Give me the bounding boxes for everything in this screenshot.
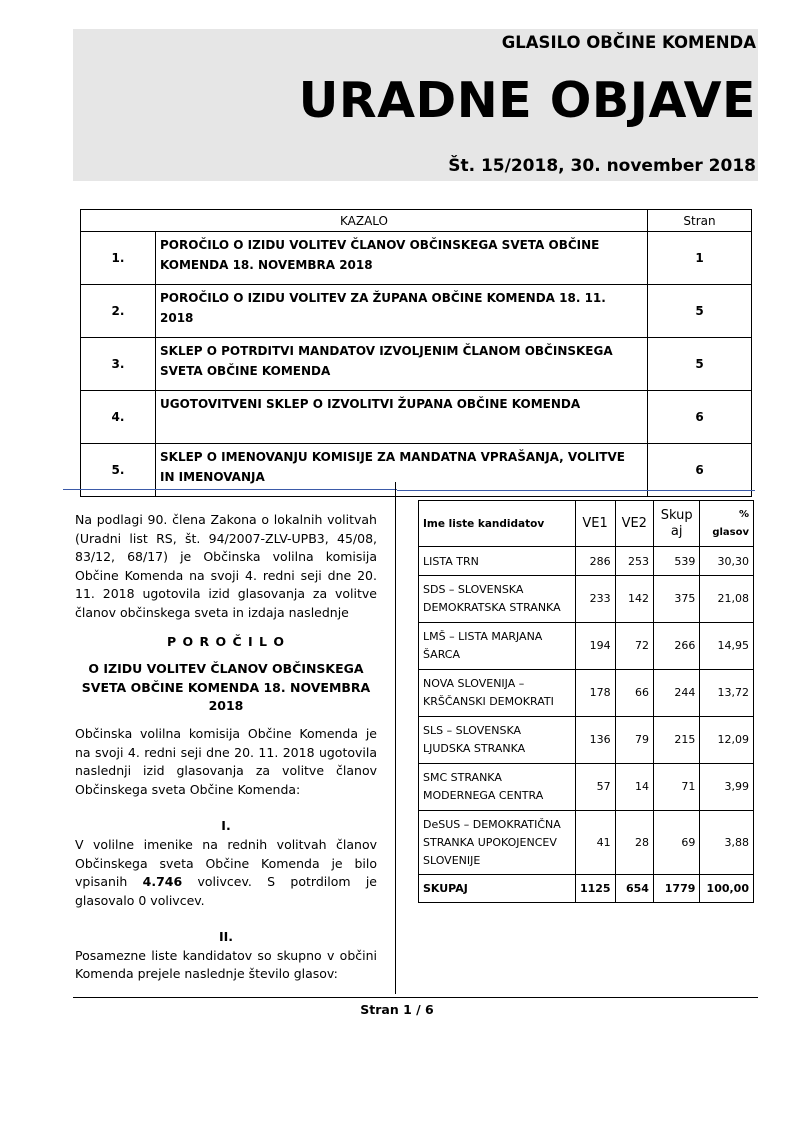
grand-total: 1779 (653, 875, 699, 903)
toc-row[interactable] (81, 232, 752, 285)
toc-title: UGOTOVITVENI SKLEP O IZVOLITVI ŽUPANA OBČINE KOMENDA (156, 391, 648, 444)
list-name: SLS – SLOVENSKA LJUDSKA STRANKA (419, 717, 576, 764)
total-value: 375 (653, 576, 699, 623)
percent-value: 30,30 (700, 547, 754, 576)
ve2-value: 72 (615, 623, 653, 670)
percent-total: 100,00 (700, 875, 754, 903)
toc-number: 4. (81, 391, 156, 444)
list-name: NOVA SLOVENIJA – KRŠČANSKI DEMOKRATI (419, 670, 576, 717)
percent-value: 3,99 (700, 764, 754, 811)
table-row (419, 576, 754, 623)
toc-number: 2. (81, 285, 156, 338)
ve1-value: 194 (575, 623, 615, 670)
ve1-value: 136 (575, 717, 615, 764)
toc-page: 6 (648, 444, 752, 497)
votes-paragraph: Posamezne liste kandidatov so skupno v občini Komenda prejele naslednje število glasov: (75, 947, 377, 982)
ve2-total: 654 (615, 875, 653, 903)
percent-value: 21,08 (700, 576, 754, 623)
total-value: 69 (653, 811, 699, 875)
report-text-column (75, 511, 377, 984)
list-name: SDS – SLOVENSKA DEMOKRATSKA STRANKA (419, 576, 576, 623)
electorate-paragraph (75, 836, 377, 910)
table-row (419, 547, 754, 576)
ve2-value: 142 (615, 576, 653, 623)
column-divider (395, 482, 396, 994)
ve1-total: 1125 (575, 875, 615, 903)
table-row (419, 717, 754, 764)
percent-label: glasov (712, 526, 749, 538)
total-value: 244 (653, 670, 699, 717)
issue-number-date: Št. 15/2018, 30. november 2018 (448, 156, 756, 176)
toc-title: POROČILO O IZIDU VOLITEV ZA ŽUPANA OBČINE KOMENDA 18. 11. 2018 (156, 285, 648, 338)
percent-value: 12,09 (700, 717, 754, 764)
toc-page: 1 (648, 232, 752, 285)
section-divider (63, 489, 397, 490)
voter-count: 4.746 (142, 874, 183, 890)
publication-title: URADNE OBJAVE (298, 72, 756, 129)
report-word: P O R O Č I L O (167, 633, 285, 649)
toc-row[interactable] (81, 338, 752, 391)
total-value: 71 (653, 764, 699, 811)
commission-paragraph: Občinska volilna komisija Občine Komenda je na svoji 4. redni seji dne 20. 11. 2018 ugotovila naslednji izid glasovanja za volitve članov Občinskega sveta Občine Komenda: (75, 725, 377, 797)
ve2-value: 79 (615, 717, 653, 764)
ve1-value: 178 (575, 670, 615, 717)
section-number: II. (218, 929, 234, 945)
ve2-value: 66 (615, 670, 653, 717)
toc-title: SKLEP O POTRDITVI MANDATOV IZVOLJENIM ČLANOM OBČINSKEGA SVETA OBČINE KOMENDA (156, 338, 648, 391)
ve2-value: 28 (615, 811, 653, 875)
toc-number: 5. (81, 444, 156, 497)
section-divider (397, 490, 755, 491)
table-of-contents (80, 209, 752, 497)
page-number: Stran 1 / 6 (360, 1002, 434, 1017)
total-value: 266 (653, 623, 699, 670)
total-label: SKUPAJ (419, 875, 576, 903)
results-header-row (419, 501, 754, 547)
ve1-value: 41 (575, 811, 615, 875)
toc-page: 6 (648, 391, 752, 444)
list-name: LISTA TRN (419, 547, 576, 576)
toc-row[interactable] (81, 391, 752, 444)
col-ve2: VE2 (615, 501, 653, 547)
percent-value: 14,95 (700, 623, 754, 670)
electorate-text-b: volivcev. S potrdilom je glasovalo 0 volivcev. (75, 874, 377, 908)
ve1-value: 286 (575, 547, 615, 576)
list-name: SMC STRANKA MODERNEGA CENTRA (419, 764, 576, 811)
table-row (419, 670, 754, 717)
report-title: O IZIDU VOLITEV ČLANOV OBČINSKEGA SVETA OBČINE KOMENDA 18. NOVEMBRA 2018 (81, 661, 371, 714)
section-number: I. (221, 818, 231, 834)
publication-org: GLASILO OBČINE KOMENDA (501, 33, 756, 52)
toc-page-heading: Stran (648, 210, 752, 232)
electorate-text-a: V volilne imenike na rednih volitvah članov Občinskega sveta Občine Komenda je bilo vpisanih (75, 836, 377, 890)
intro-paragraph: Na podlagi 90. člena Zakona o lokalnih volitvah (Uradni list RS, št. 94/2007-ZLV-UPB3, 45/08, 83/12, 68/17) je Občinska volilna komisija Občine Komenda na svoji 4. redni seji dne 20. 11. 2018 ugotovila izid glasovanja za volitve članov občinskega sveta in izdaja naslednje (75, 512, 377, 620)
toc-number: 1. (81, 232, 156, 285)
col-ve1: VE1 (575, 501, 615, 547)
masthead (73, 29, 758, 181)
toc-header-row (81, 210, 752, 232)
ve1-value: 57 (575, 764, 615, 811)
col-total: Skup aj (653, 501, 699, 547)
percent-value: 13,72 (700, 670, 754, 717)
toc-title: SKLEP O IMENOVANJU KOMISIJE ZA MANDATNA VPRAŠANJA, VOLITVE IN IMENOVANJA (156, 444, 648, 497)
table-row (419, 623, 754, 670)
ve1-value: 233 (575, 576, 615, 623)
list-name: DeSUS – DEMOKRATIČNA STRANKA UPOKOJENCEV SLOVENIJE (419, 811, 576, 875)
toc-heading: KAZALO (81, 210, 648, 232)
list-name: LMŠ – LISTA MARJANA ŠARCA (419, 623, 576, 670)
toc-title: POROČILO O IZIDU VOLITEV ČLANOV OBČINSKEGA SVETA OBČINE KOMENDA 18. NOVEMBRA 2018 (156, 232, 648, 285)
toc-page: 5 (648, 338, 752, 391)
total-value: 539 (653, 547, 699, 576)
footer-rule (73, 997, 758, 998)
col-percent (700, 501, 754, 547)
table-row (419, 811, 754, 875)
percent-value: 3,88 (700, 811, 754, 875)
ve2-value: 253 (615, 547, 653, 576)
percent-sign: % (738, 508, 749, 520)
total-row (419, 875, 754, 903)
table-row (419, 764, 754, 811)
toc-page: 5 (648, 285, 752, 338)
col-list-name: Ime liste kandidatov (419, 501, 576, 547)
toc-row[interactable] (81, 285, 752, 338)
total-value: 215 (653, 717, 699, 764)
results-table (418, 500, 754, 903)
ve2-value: 14 (615, 764, 653, 811)
toc-number: 3. (81, 338, 156, 391)
